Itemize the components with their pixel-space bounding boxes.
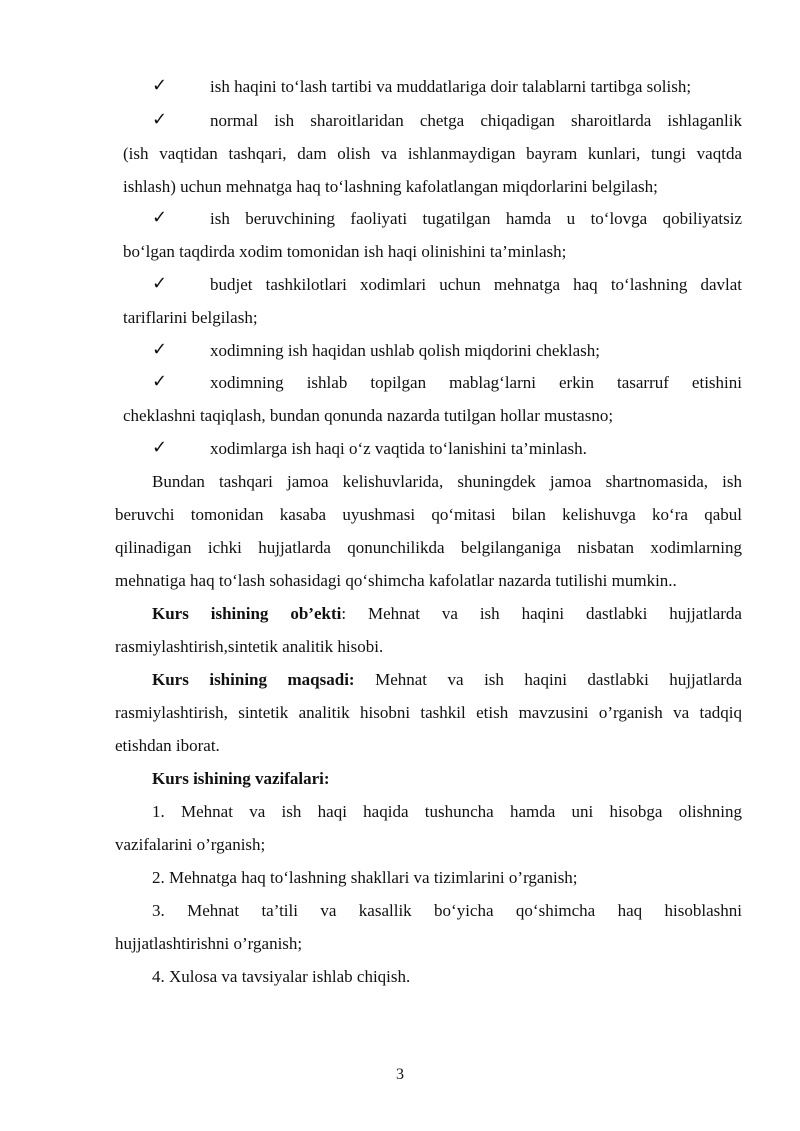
course-object-line — [152, 603, 742, 625]
tasks-heading-text: Kurs ishining vazifalari: — [152, 769, 330, 788]
bullet-line: normal ish sharoitlaridan chetga chiqadigan sharoitlarda ishlaganlik — [210, 111, 742, 130]
task-line: 3. Mehnat ta’tili va kasallik bo‘yicha qo‘shimcha haq hisoblashni — [152, 901, 742, 920]
checkmark-icon: ✓ — [152, 109, 168, 130]
bullet-line: xodimning ish haqidan ushlab qolish miqdorini cheklash; — [210, 341, 601, 360]
checkmark-icon: ✓ — [152, 437, 168, 458]
task-line: vazifalarini o’rganish; — [115, 835, 266, 854]
paragraph-line: mehnatiga haq to‘lash sohasidagi qo‘shimcha kafolatlar nazarda tutilishi mumkin.. — [115, 571, 677, 590]
task-line: 2. Mehnatga haq to‘lashning shakllari va tizimlarini o’rganish; — [152, 868, 578, 887]
bullet-line: xodimlarga ish haqi o‘z vaqtida to‘lanishini ta’minlash. — [210, 439, 587, 458]
bullet-line: xodimning ishlab topilgan mablag‘larni erkin tasarruf etishini — [210, 373, 742, 392]
bullet-line: cheklashni taqiqlash, bundan qonunda nazarda tutilgan hollar mustasno; — [123, 406, 614, 425]
course-object-text: : Mehnat va ish haqini dastlabki hujjatlarda — [341, 604, 742, 623]
checkmark-icon: ✓ — [152, 371, 168, 392]
bullet-line: ishlash) uchun mehnatga haq to‘lashning kafolatlangan miqdorlarini belgilash; — [123, 177, 658, 196]
paragraph-line: qilinadigan ichki hujjatlarda qonunchilikda belgilanganiga nisbatan xodimlarning — [115, 538, 742, 557]
bullet-line: ish beruvchining faoliyati tugatilgan hamda u to‘lovga qobiliyatsiz — [210, 209, 742, 228]
bullet-line: budjet tashkilotlari xodimlari uchun mehnatga haq to‘lashning davlat — [210, 275, 742, 294]
checkmark-icon: ✓ — [152, 273, 168, 294]
course-goal-line — [152, 669, 742, 691]
task-line: hujjatlashtirishni o’rganish; — [115, 934, 303, 953]
course-object-label: Kurs ishining ob’ekti — [152, 604, 342, 623]
paragraph-line: Bundan tashqari jamoa kelishuvlarida, shuningdek jamoa shartnomasida, ish — [152, 472, 742, 491]
course-goal-label: Kurs ishining maqsadi: — [152, 670, 355, 689]
tasks-heading — [152, 768, 330, 790]
course-object-line: rasmiylashtirish,sintetik analitik hisobi. — [115, 637, 384, 656]
bullet-line: ish haqini to‘lash tartibi va muddatlariga doir talablarni tartibga solish; — [210, 77, 692, 96]
task-line: 1. Mehnat va ish haqi haqida tushuncha hamda uni hisobga olishning — [152, 802, 742, 821]
course-goal-line: rasmiylashtirish, sintetik analitik hisobni tashkil etish mavzusini o’rganish va tadqiq — [115, 703, 742, 722]
checkmark-icon: ✓ — [152, 339, 168, 360]
bullet-line: (ish vaqtidan tashqari, dam olish va ishlanmaydigan bayram kunlari, tungi vaqtda — [123, 144, 742, 163]
paragraph-line: beruvchi tomonidan kasaba uyushmasi qo‘mitasi bilan kelishuvga ko‘ra qabul — [115, 505, 742, 524]
task-line: 4. Xulosa va tavsiyalar ishlab chiqish. — [152, 967, 411, 986]
course-goal-line: etishdan iborat. — [115, 736, 220, 755]
page-number: 3 — [396, 1066, 404, 1083]
bullet-line: tariflarini belgilash; — [123, 308, 258, 327]
checkmark-icon: ✓ — [152, 75, 168, 96]
bullet-line: bo‘lgan taqdirda xodim tomonidan ish haqi olinishini ta’minlash; — [123, 242, 567, 261]
course-goal-text: Mehnat va ish haqini dastlabki hujjatlarda — [354, 670, 742, 689]
checkmark-icon: ✓ — [152, 207, 168, 228]
